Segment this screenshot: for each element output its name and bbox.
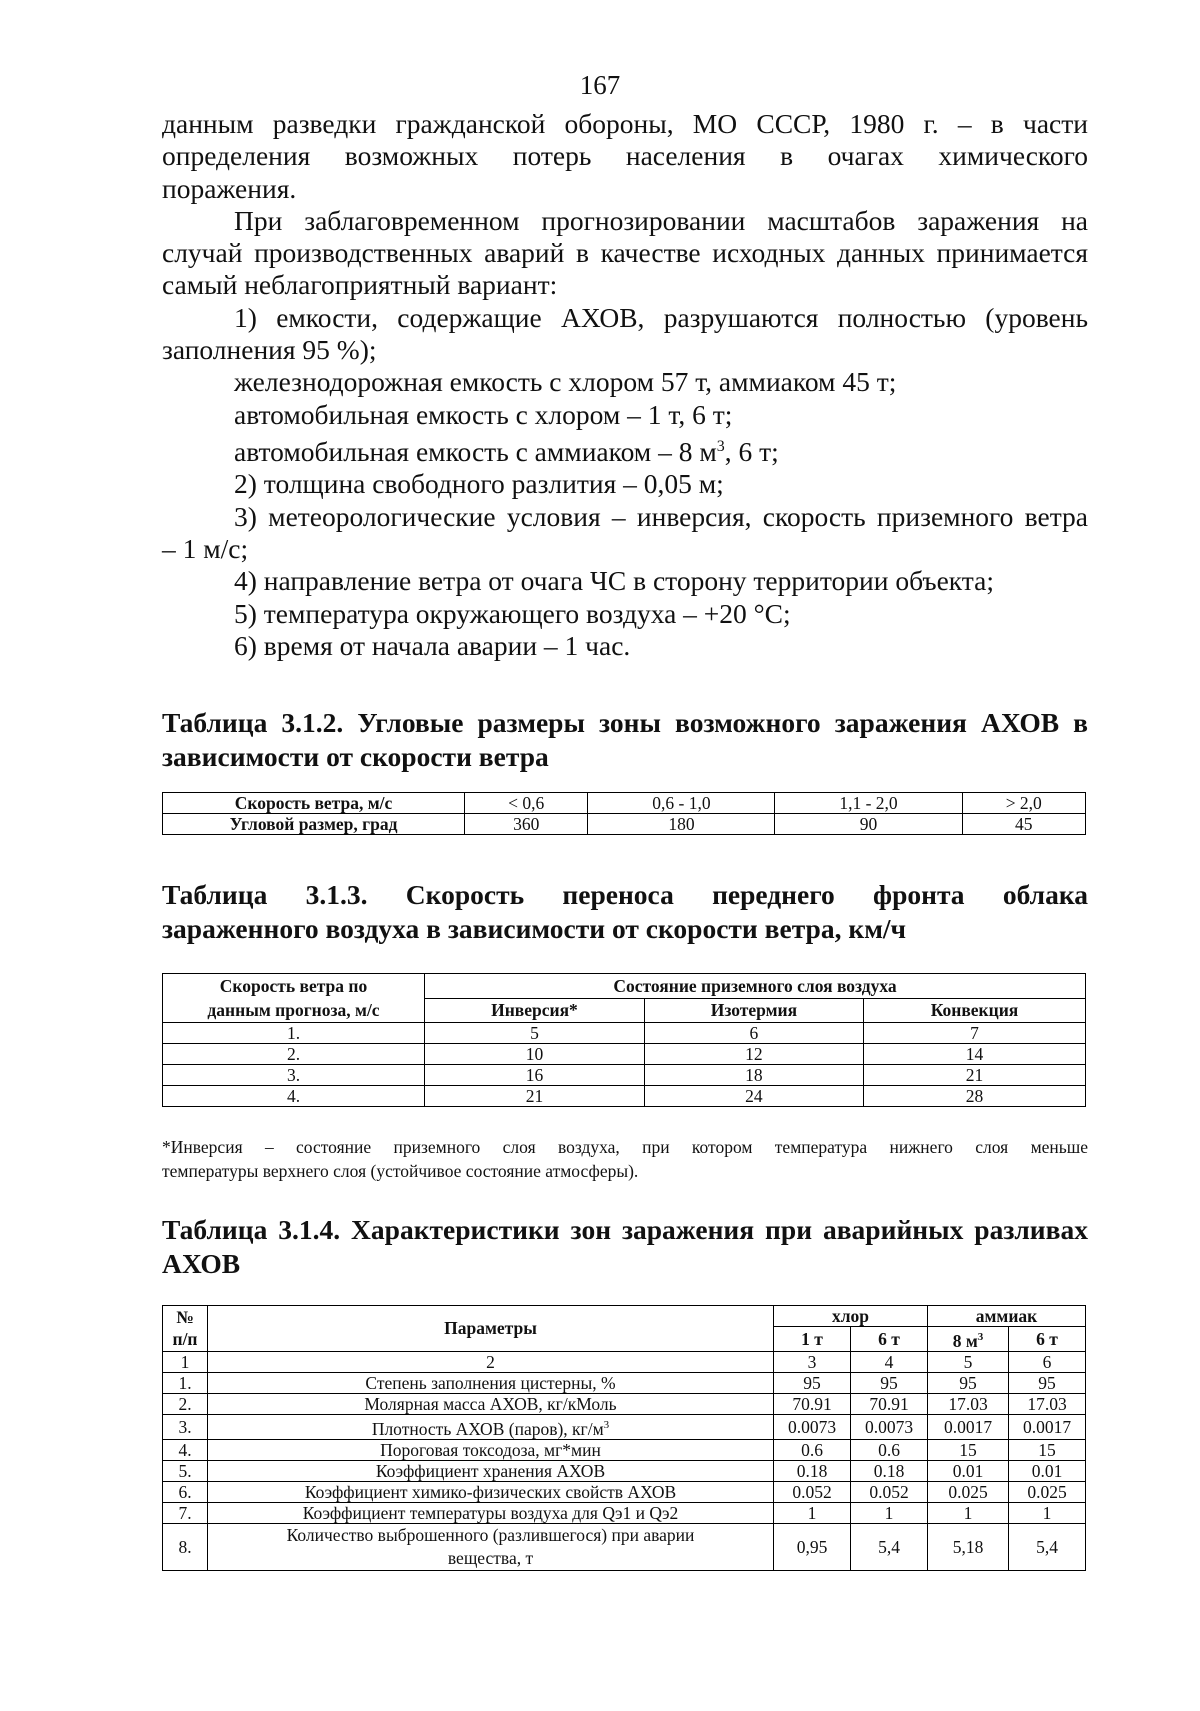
table-cell: 5,18 [928,1523,1009,1570]
table-cell: 0.052 [851,1481,928,1502]
table-cell: 3 [774,1351,851,1372]
table-row [163,1481,1086,1502]
table-cell: Коэффициент хранения АХОВ [208,1460,774,1481]
cloud-speed-table [162,973,1086,1107]
table-cell: Коэффициент химико-физических свойств АХОВ [208,1481,774,1502]
table-cell: 10 [425,1044,645,1065]
cell-text: Количество выброшенного (разлившегося) при аварии [286,1524,695,1545]
footnote-line: *Инверсия – состояние приземного слоя воздуха, при котором температура нижнего слоя меньше [162,1137,1088,1157]
table-cell: 1 [163,1351,208,1372]
table-cell: 24 [644,1086,863,1107]
table-cell: 0.6 [774,1439,851,1460]
table-cell: 7. [163,1502,208,1523]
table-cell: 18 [644,1065,863,1086]
list-item-2: 2) толщина свободного разлития – 0,05 м; [234,468,724,500]
table-cell: 70.91 [851,1393,928,1414]
table-cell: 0.052 [774,1481,851,1502]
table-cell: > 2,0 [962,793,1085,814]
table-row [163,974,1086,999]
table-title-line: Таблица 3.1.3. Скорость переноса переднего фронта облака [162,879,1088,910]
table-cell: 2. [163,1044,425,1065]
header-text: данным прогноза, м/с [207,1000,380,1020]
table-cell: 0.0017 [928,1414,1009,1439]
paragraph-line: железнодорожная емкость с хлором 57 т, аммиаком 45 т; [234,366,897,398]
list-item-1: 1) емкости, содержащие АХОВ, разрушаются полностью (уровень [234,301,1088,333]
list-item-3: 3) метеорологические условия – инверсия, скорость приземного ветра [234,500,1088,532]
table-cell: 5 [425,1023,645,1044]
table-cell [208,1414,774,1439]
table-row [163,1351,1086,1372]
table-cell: 6 [1009,1351,1086,1372]
ammonia-text-end: , 6 т; [724,436,779,468]
superscript: 3 [716,437,725,455]
table-cell: 5,4 [851,1523,928,1570]
ammonia-text: автомобильная емкость с аммиаком – 8 м [234,436,717,468]
header-text: 8 м [952,1330,978,1351]
table-cell: 95 [851,1372,928,1393]
table-cell: 0.01 [1009,1460,1086,1481]
table-cell: 1,1 - 2,0 [775,793,962,814]
list-item-4: 4) направление ветра от очага ЧС в сторону территории объекта; [234,565,994,597]
table-header-cell: Инверсия* [425,998,645,1023]
table-cell: 0.0073 [851,1414,928,1439]
page-number: 167 [579,70,621,100]
table-cell: 5 [928,1351,1009,1372]
paragraph-line: заполнения 95 %); [162,334,377,366]
table-row [163,1502,1086,1523]
table-cell: 3. [163,1414,208,1439]
table-cell: 8. [163,1523,208,1570]
table-row [163,793,1086,814]
paragraph-line: самый неблагоприятный вариант: [162,269,558,301]
list-item-6: 6) время от начала аварии – 1 час. [234,629,631,661]
table-cell: 1 [774,1502,851,1523]
table-cell: 12 [644,1044,863,1065]
paragraph-line: автомобильная емкость с хлором – 1 т, 6 т; [234,398,733,430]
table-title [162,878,1088,946]
table-row [163,1306,1086,1327]
table-cell: 0.18 [774,1460,851,1481]
table-row [163,1439,1086,1460]
table-header-cell: Параметры [208,1306,774,1352]
table-header-cell: Состояние приземного слоя воздуха [425,974,1086,999]
paragraph-line: данным разведки гражданской обороны, МО СССР, 1980 г. – в части [162,108,1088,139]
table-cell: Степень заполнения цистерны, % [208,1372,774,1393]
footnote-line: температуры верхнего слоя (устойчивое состояние атмосферы). [162,1161,639,1181]
table-cell: 4. [163,1439,208,1460]
table-title-line: зависимости от скорости ветра [162,741,549,772]
table-header-cell: Конвекция [863,998,1085,1023]
table-cell: 0.0017 [1009,1414,1086,1439]
table-cell: Пороговая токсодоза, мг*мин [208,1439,774,1460]
cell-text: Плотность АХОВ (паров), кг/м [371,1418,604,1439]
table-title-line: Таблица 3.1.4. Характеристики зон заражения при аварийных разливах [162,1214,1088,1245]
table-cell: 90 [775,814,962,835]
table-cell: 95 [774,1372,851,1393]
table-cell: 0,95 [774,1523,851,1570]
superscript: 3 [603,1418,610,1431]
table-cell: 1. [163,1372,208,1393]
table-header-cell: аммиак [928,1306,1086,1327]
table-row [163,1044,1086,1065]
table-cell: 0.18 [851,1460,928,1481]
table-cell: 21 [863,1065,1085,1086]
table-cell: 45 [962,814,1085,835]
contamination-zone-table [162,1305,1086,1571]
table-title-line: зараженного воздуха в зависимости от скорости ветра, км/ч [162,913,907,944]
table-header-cell: Изотермия [644,998,863,1023]
header-text: № [176,1307,194,1328]
table-cell: 2 [208,1351,774,1372]
table-footnote [162,1135,1088,1183]
table-cell: 0.01 [928,1460,1009,1481]
paragraph-line: поражения. [162,172,297,204]
table-row [163,1023,1086,1044]
table-row [163,1065,1086,1086]
table-cell: 1 [851,1502,928,1523]
table-cell: 5. [163,1460,208,1481]
table-cell: 5,4 [1009,1523,1086,1570]
paragraph-line: определения возможных потерь населения в очагах химического [162,140,1088,172]
table-cell: 28 [863,1086,1085,1107]
table-cell: < 0,6 [465,793,588,814]
table-cell: 95 [1009,1372,1086,1393]
table-row [163,1086,1086,1107]
list-item-5: 5) температура окружающего воздуха – +20 °С; [234,597,791,629]
table-row [163,1460,1086,1481]
table-cell [208,1523,774,1570]
angular-size-table [162,792,1086,835]
table-header-cell: хлор [774,1306,928,1327]
table-cell: 6 [644,1023,863,1044]
table-cell: Молярная масса АХОВ, кг/кМоль [208,1393,774,1414]
table-cell: 360 [465,814,588,835]
table-cell: 14 [863,1044,1085,1065]
table-cell: 15 [1009,1439,1086,1460]
table-cell: 2. [163,1393,208,1414]
table-row [163,1393,1086,1414]
table-cell: 0.025 [928,1481,1009,1502]
table-row [163,1372,1086,1393]
paragraph-line: случай производственных аварий в качестве исходных данных принимается [162,237,1088,269]
table-header-cell [163,974,425,1023]
table-cell: 0.0073 [774,1414,851,1439]
table-cell: 4 [851,1351,928,1372]
table-cell: 0,6 - 1,0 [588,793,775,814]
table-header-cell: 6 т [1009,1327,1086,1352]
table-cell: 17.03 [1009,1393,1086,1414]
table-header-cell: 6 т [851,1327,928,1352]
table-title [162,1213,1088,1281]
header-text: п/п [172,1329,198,1350]
table-title-line: АХОВ [162,1248,241,1279]
table-header-cell [163,1306,208,1352]
table-cell: 0.025 [1009,1481,1086,1502]
table-cell: Коэффициент температуры воздуха для Qэ1 и Qэ2 [208,1502,774,1523]
table-title-line: Таблица 3.1.2. Угловые размеры зоны возможного заражения АХОВ в [162,707,1088,738]
table-cell: 7 [863,1023,1085,1044]
table-cell: 6. [163,1481,208,1502]
table-header-cell [928,1327,1009,1352]
table-cell: 17.03 [928,1393,1009,1414]
table-cell: 0.6 [851,1439,928,1460]
body-text [162,108,1088,662]
table-title [162,706,1088,774]
table-cell: 21 [425,1086,645,1107]
table-cell: 15 [928,1439,1009,1460]
table-cell: 1. [163,1023,425,1044]
table-cell: 1 [1009,1502,1086,1523]
table-cell: 3. [163,1065,425,1086]
table-cell: 16 [425,1065,645,1086]
header-text: Скорость ветра по [219,976,368,996]
table-cell: Угловой размер, град [163,814,465,835]
table-cell: 95 [928,1372,1009,1393]
table-cell: 180 [588,814,775,835]
table-cell: 1 [928,1502,1009,1523]
table-cell: 4. [163,1086,425,1107]
paragraph-line: – 1 м/с; [162,533,249,565]
table-header-cell: 1 т [774,1327,851,1352]
table-cell: Скорость ветра, м/с [163,793,465,814]
superscript: 3 [977,1331,984,1343]
table-row [163,814,1086,835]
table-row [163,1414,1086,1439]
table-row [163,1523,1086,1570]
paragraph-line [162,431,1088,468]
table-cell: 70.91 [774,1393,851,1414]
paragraph-line: При заблаговременном прогнозировании масштабов заражения на [234,204,1088,236]
cell-text: вещества, т [447,1547,534,1568]
